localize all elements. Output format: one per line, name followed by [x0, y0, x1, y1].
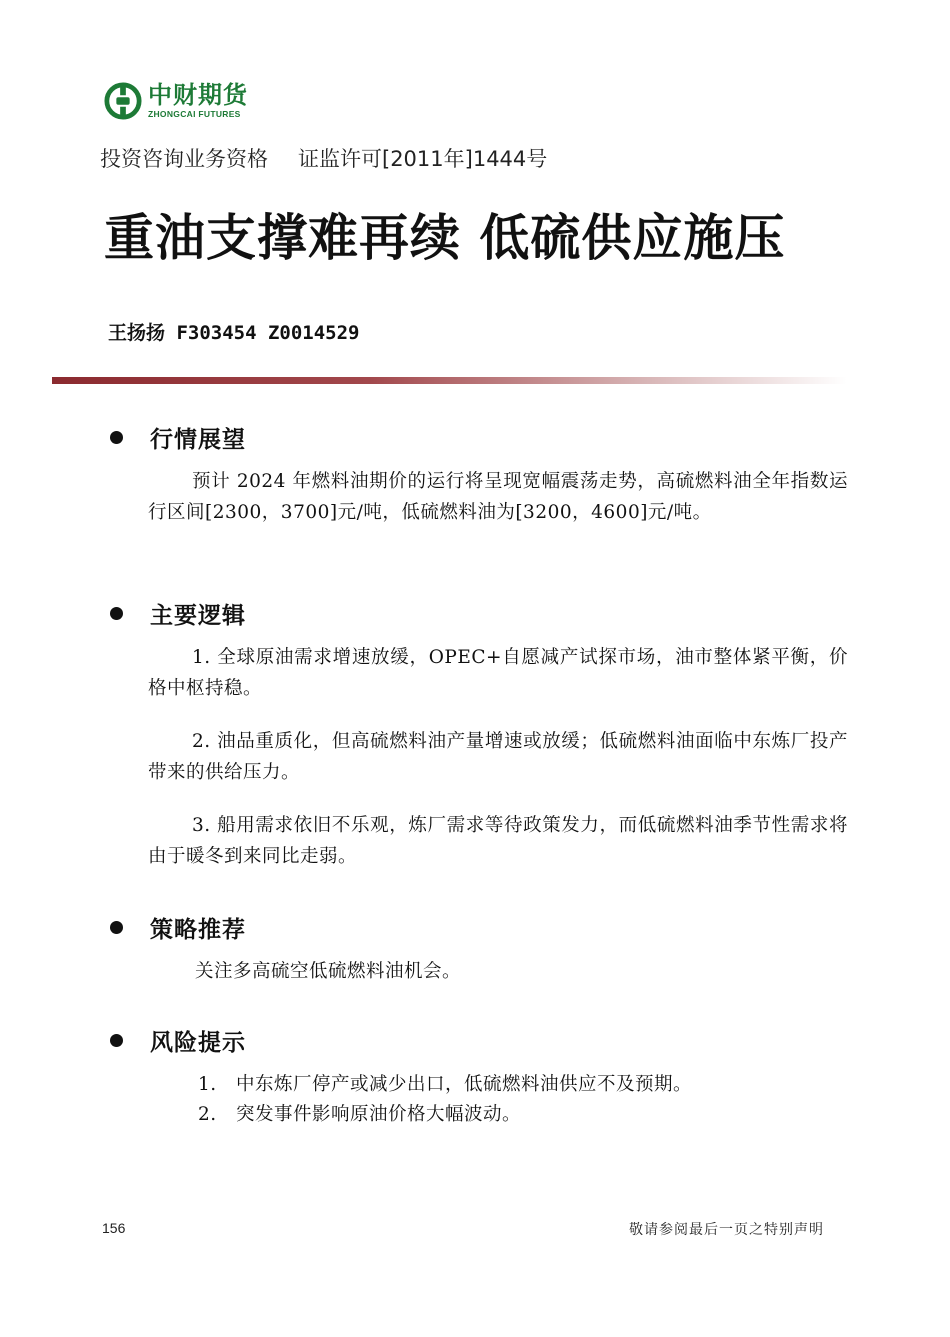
company-logo: [104, 82, 248, 120]
section-strategy: [108, 910, 848, 987]
section-logic: [108, 596, 848, 872]
header-divider: [52, 377, 847, 384]
section-title: 主要逻辑: [150, 602, 246, 629]
footer-disclaimer: 敬请参阅最后一页之特别声明: [629, 1222, 824, 1238]
risk-item: [198, 1100, 848, 1130]
qualification-line: [100, 143, 547, 173]
risk-item-number: 2.: [198, 1104, 217, 1125]
zhongcai-logo-icon: [104, 82, 142, 120]
bullet-icon: [110, 921, 123, 934]
author-line: 王扬扬 F303454 Z0014529: [108, 322, 360, 344]
qualification-text: 投资咨询业务资格: [100, 147, 268, 171]
report-title: 重油支撑难再续 低硫供应施压: [104, 209, 786, 267]
logic-item-1: 1. 全球原油需求增速放缓，OPEC+自愿减产试探市场，油市整体紧平衡，价格中枢持稳。: [148, 647, 848, 699]
section-outlook: [108, 420, 848, 528]
section-title: 行情展望: [150, 426, 246, 453]
logo-english-name: ZHONGCAI FUTURES: [148, 109, 241, 119]
risk-item: [198, 1070, 848, 1100]
strategy-text: 关注多高硫空低硫燃料油机会。: [195, 961, 462, 982]
outlook-paragraph: 预计 2024 年燃料油期价的运行将呈现宽幅震荡走势，高硫燃料油全年指数运行区间[2300，3700]元/吨，低硫燃料油为[3200，4600]元/吨。: [148, 471, 848, 523]
section-title: 策略推荐: [150, 916, 246, 943]
logic-item-3: 3. 船用需求依旧不乐观，炼厂需求等待政策发力，而低硫燃料油季节性需求将由于暖冬到来同比走弱。: [148, 815, 848, 867]
logo-chinese-name: 中财期货: [148, 81, 248, 109]
risk-item-text: 突发事件影响原油价格大幅波动。: [236, 1104, 522, 1125]
section-title: 风险提示: [150, 1029, 246, 1056]
risk-item-number: 1.: [198, 1074, 217, 1095]
risk-item-text: 中东炼厂停产或减少出口，低硫燃料油供应不及预期。: [236, 1074, 693, 1095]
bullet-icon: [110, 1034, 123, 1047]
section-risk: [108, 1023, 848, 1130]
logic-item-2: 2. 油品重质化，但高硫燃料油产量增速或放缓；低硫燃料油面临中东炼厂投产带来的供给压力。: [148, 731, 848, 783]
bullet-icon: [110, 607, 123, 620]
page-number: 156: [102, 1220, 126, 1236]
license-number: 证监许可[2011年]1444号: [298, 147, 548, 171]
bullet-icon: [110, 431, 123, 444]
